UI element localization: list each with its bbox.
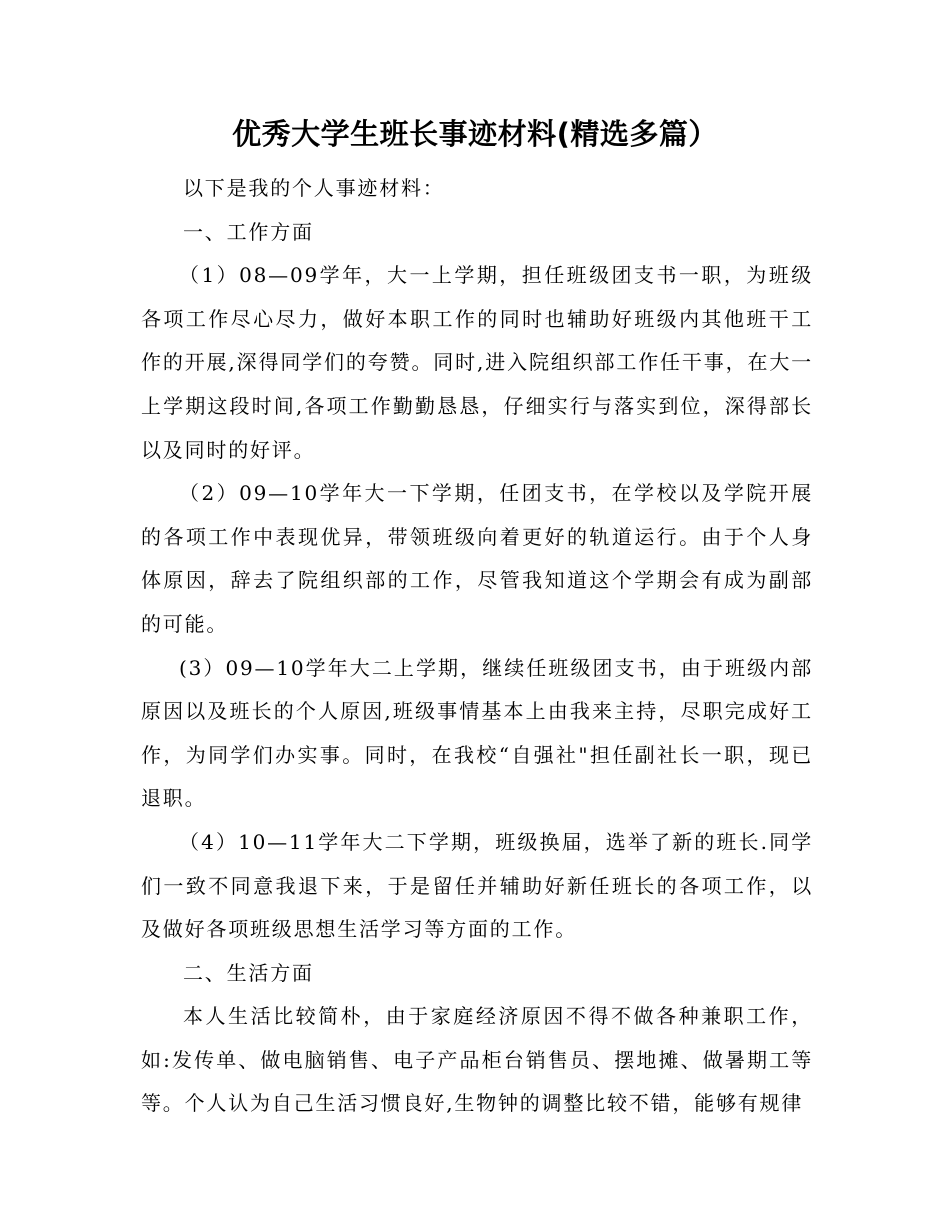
work-item-3: (3）09—10学年大二上学期，继续任班级团支书，由于班级内部原因以及班长的个人原因,班级事情基本上由我来主持，尽职完成好工作，为同学们办实事。同时，在我校“自强社"担任副社长一职，现已退职。 [141,655,813,811]
work-item-4: （4）10—11学年大二下学期，班级换届，选举了新的班长.同学们一致不同意我退下来，于是留任并辅助好新任班长的各项工作，以及做好各项班级思想生活学习等方面的工作。 [141,829,813,942]
section-heading-life: 二、生活方面 [183,960,314,985]
intro-paragraph: 以下是我的个人事迹材料： [183,176,445,200]
document-title: 优秀大学生班长事迹材料(精选多篇） [232,117,718,151]
section-heading-work: 一、工作方面 [183,219,314,244]
document-body [141,167,813,1126]
work-item-2: （2）09—10学年大一下学期，任团支书，在学校以及学院开展的各项工作中表现优异，带领班级向着更好的轨道运行。由于个人身体原因，辞去了院组织部的工作，尽管我知道这个学期会有成为副部的可能。 [141,481,813,636]
work-item-1: （1）08—09学年，大一上学期，担任班级团支书一职，为班级各项工作尽心尽力，做好本职工作的同时也辅助好班级内其他班干工作的开展,深得同学们的夸赞。同时,进入院组织部工作任干事，在大一上学期这段时间,各项工作勤勤恳恳，仔细实行与落实到位，深得部长以及同时的好评。 [141,263,813,462]
life-paragraph: 本人生活比较简朴，由于家庭经济原因不得不做各种兼职工作，如:发传单、做电脑销售、电子产品柜台销售员、摆地摊、做暑期工等等。个人认为自己生活习惯良好,生物钟的调整比较不错，能够有规律 [141,1004,813,1116]
